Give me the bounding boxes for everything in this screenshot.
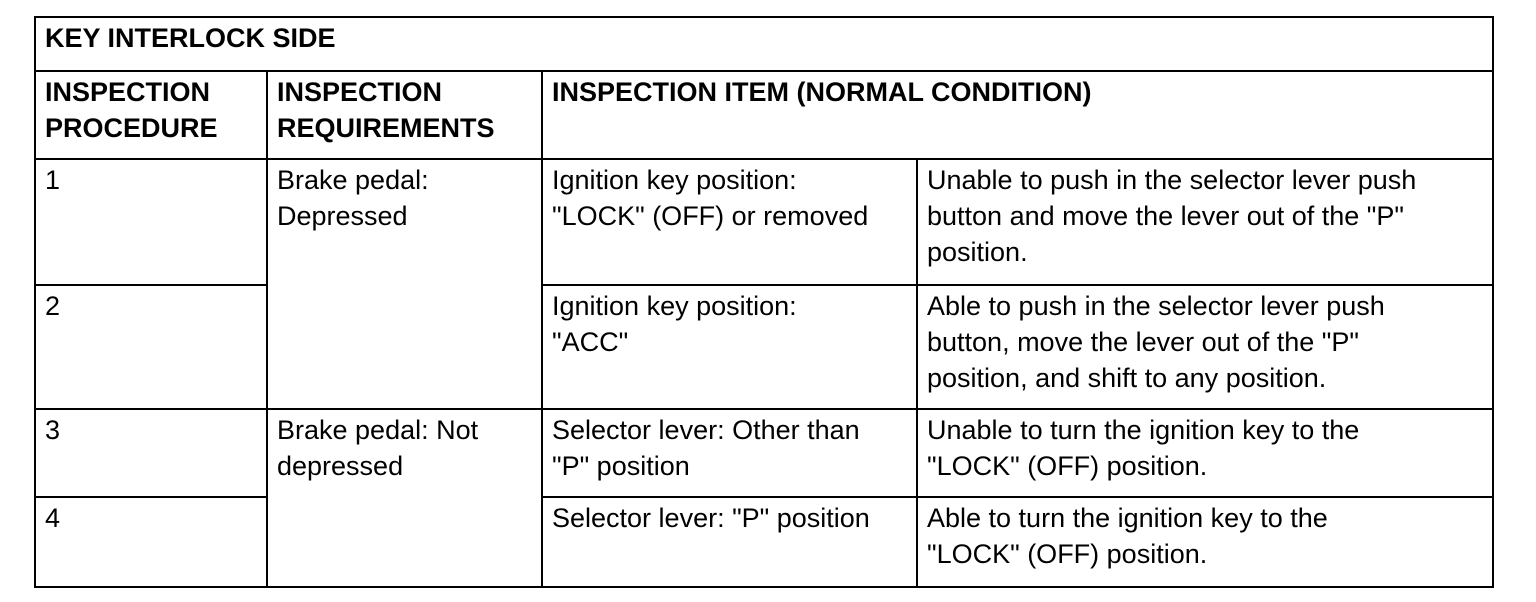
condition-line: "ACC" [552,327,629,357]
header-inspection-item: INSPECTION ITEM (NORMAL CONDITION) [542,71,1493,159]
condition-line: "P" position [552,451,690,481]
requirements-line: depressed [277,451,404,481]
result-line: position. [927,237,1028,267]
table-row [35,497,1493,587]
result-line: "LOCK" (OFF) position. [927,539,1208,569]
result-cell [917,159,1493,285]
header-procedure-line: INSPECTION [45,77,211,107]
condition-line: Selector lever: "P" position [552,503,870,533]
header-row [35,71,1493,159]
header-requirements-line: INSPECTION [277,77,443,107]
procedure-cell: 2 [35,285,267,409]
condition-line: Ignition key position: [552,165,797,195]
table-row [35,285,1493,409]
condition-line: Selector lever: Other than [552,415,860,445]
procedure-cell: 3 [35,409,267,497]
result-cell [917,285,1493,409]
result-line: Able to push in the selector lever push [927,291,1385,321]
condition-line: Ignition key position: [552,291,797,321]
result-cell [917,497,1493,587]
table-title-row [35,17,1493,71]
result-cell [917,409,1493,497]
result-line: position, and shift to any position. [927,363,1327,393]
header-requirements [267,71,542,159]
result-line: button, move the lever out of the "P" [927,327,1359,357]
table-title: KEY INTERLOCK SIDE [35,17,1493,71]
requirements-cell [267,159,542,409]
requirements-line: Brake pedal: [277,165,429,195]
condition-cell [542,285,917,409]
requirements-cell [267,409,542,587]
key-interlock-table [34,16,1494,588]
condition-cell [542,497,917,587]
result-line: Unable to turn the ignition key to the [927,415,1360,445]
requirements-line: Depressed [277,201,408,231]
result-line: Able to turn the ignition key to the [927,503,1328,533]
condition-line: "LOCK" (OFF) or removed [552,201,869,231]
result-line: Unable to push in the selector lever push [927,165,1417,195]
procedure-cell: 4 [35,497,267,587]
table-row [35,159,1493,285]
header-procedure [35,71,267,159]
result-line: button and move the lever out of the "P" [927,201,1404,231]
header-procedure-line: PROCEDURE [45,113,218,143]
procedure-cell: 1 [35,159,267,285]
result-line: "LOCK" (OFF) position. [927,451,1208,481]
requirements-line: Brake pedal: Not [277,415,479,445]
header-requirements-line: REQUIREMENTS [277,113,495,143]
table-row [35,409,1493,497]
condition-cell [542,159,917,285]
condition-cell [542,409,917,497]
